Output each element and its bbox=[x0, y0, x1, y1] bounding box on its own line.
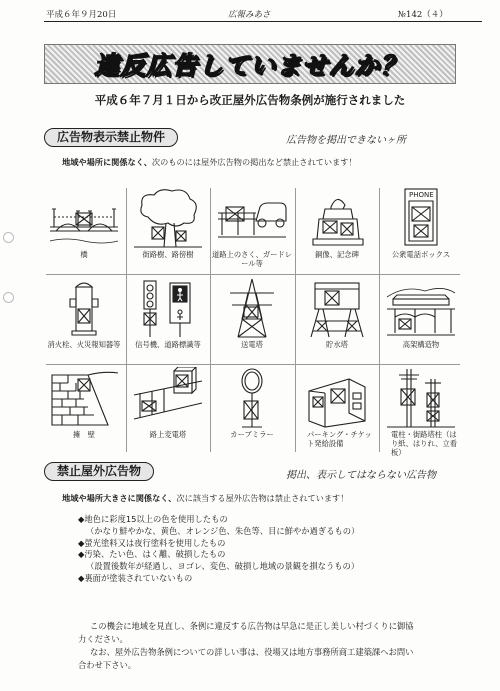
prohibited-item-elevated-structure bbox=[379, 274, 463, 364]
prohibited-item-transmission-tower bbox=[210, 274, 294, 364]
section1-title: 広告物表示禁止物件 bbox=[44, 128, 178, 147]
prohibited-item-water-tower bbox=[295, 274, 379, 364]
tree-icon bbox=[132, 187, 204, 249]
water-tower-icon bbox=[301, 277, 373, 339]
prohibited-item-label: 擁 壁 bbox=[73, 430, 95, 439]
section2-intro-rest: 次に該当する屋外広告物は禁止されています！ bbox=[176, 493, 349, 503]
header-rule bbox=[44, 21, 482, 22]
section1-intro bbox=[62, 157, 357, 168]
utility-pole-icon bbox=[385, 367, 457, 429]
elevated-structure-icon bbox=[385, 277, 457, 339]
prohibited-item-label: 高架構造物 bbox=[402, 340, 440, 349]
section2-title: 禁止屋外広告物 bbox=[44, 462, 154, 481]
closing-paragraph-1: この機会に地域を見直し、条例に違反する広告物は早急に是正し美しい村づくりに御協力ください。 bbox=[78, 621, 414, 644]
phone-booth-icon bbox=[385, 187, 457, 249]
list-item: （設置後数年が経過し、ヨゴレ、変色、破損し地域の景観を損なうもの） bbox=[86, 561, 360, 572]
prohibited-item-label: 貯水塔 bbox=[326, 340, 348, 349]
prohibited-item-label: 公衆電話ボックス bbox=[391, 250, 451, 259]
prohibited-item-label: 道路上のさく、ガードレール等 bbox=[211, 250, 293, 268]
prohibited-item-statue bbox=[295, 184, 379, 274]
prohibited-item-label: 街路樹、路傍樹 bbox=[142, 250, 194, 259]
prohibited-item-label: 消火栓、火災報知器等 bbox=[47, 340, 121, 349]
prohibited-item-label: 信号機、道路標識等 bbox=[135, 340, 201, 349]
svg-text:PHONE: PHONE bbox=[409, 191, 434, 199]
guardrail-icon bbox=[216, 187, 288, 249]
page-subtitle: 平成６年７月１日から改正屋外広告物条例が施行されました bbox=[94, 93, 406, 107]
prohibited-item-label: 橋 bbox=[80, 250, 88, 259]
closing-paragraph-2: なお、屋外広告物条例についての詳しい事は、役場又は地方事務所商工建築課へお問い合わせ下さい。 bbox=[78, 647, 414, 670]
prohibited-item-phone-booth bbox=[379, 184, 463, 274]
header-publication: 広報みあさ bbox=[228, 10, 271, 20]
prohibited-item-curve-mirror bbox=[210, 364, 294, 454]
prohibited-item-guardrail bbox=[210, 184, 294, 274]
section2-intro-bold: 地域や場所大きさに関係なく、 bbox=[62, 493, 177, 503]
prohibited-item-parking-ticket bbox=[295, 364, 379, 454]
list-item: ◆螢光塗料又は夜行塗料を使用したもの bbox=[78, 537, 226, 548]
prohibited-item-label: パーキング・チケット発給設備 bbox=[307, 430, 372, 448]
prohibited-ad-list bbox=[78, 514, 359, 585]
prohibited-item-label: 銅像、記念碑 bbox=[315, 250, 359, 259]
section2-note: 掲出、表示してはならない広告物 bbox=[286, 470, 436, 481]
bridge-icon bbox=[48, 187, 120, 249]
traffic-signal-icon bbox=[132, 277, 204, 339]
prohibited-item-bridge bbox=[42, 184, 126, 274]
hydrant-icon bbox=[48, 277, 120, 339]
section1-intro-bold: 地域や場所に関係なく、 bbox=[62, 157, 152, 167]
prohibited-item-retaining-wall bbox=[42, 364, 126, 454]
section1-note: 広告物を掲出できないヶ所 bbox=[286, 135, 406, 146]
prohibited-item-substation bbox=[126, 364, 210, 454]
punch-hole bbox=[3, 292, 14, 303]
substation-icon bbox=[132, 367, 204, 429]
prohibited-item-hydrant bbox=[42, 274, 126, 364]
list-item: （かなり鮮やかな、黄色、オレンジ色、朱色等、目に鮮やか過ぎるもの） bbox=[86, 525, 360, 536]
prohibited-item-label: 電柱・街路塔柱（はり紙、はりれ、立看板） bbox=[391, 430, 458, 457]
prohibited-objects-grid bbox=[42, 184, 464, 456]
banner-title: 違反広告していませんか？ bbox=[93, 51, 406, 80]
parking-ticket-machine-icon bbox=[301, 367, 373, 429]
prohibited-item-label: 送電塔 bbox=[241, 340, 263, 349]
list-item: ◆裏面が塗装されていないもの bbox=[78, 572, 193, 583]
transmission-tower-icon bbox=[216, 277, 288, 339]
punch-hole bbox=[3, 232, 14, 243]
prohibited-item-traffic-signal bbox=[126, 274, 210, 364]
prohibited-item-tree bbox=[126, 184, 210, 274]
list-item: ◆汚染、たい色、はく離、破損したもの bbox=[78, 549, 226, 560]
prohibited-item-utility-pole bbox=[379, 364, 463, 457]
title-banner bbox=[44, 44, 456, 84]
header-date: 平成６年９月20日 bbox=[46, 10, 117, 20]
statue-icon bbox=[301, 187, 373, 249]
prohibited-item-label: カーブミラー bbox=[230, 430, 274, 439]
section1-intro-rest: 次のものには屋外広告物の掲出など禁止されています！ bbox=[151, 157, 357, 167]
header-issue-number: №142（４） bbox=[398, 10, 448, 20]
section2-intro bbox=[62, 493, 348, 504]
prohibited-item-label: 路上変電塔 bbox=[149, 430, 187, 439]
curve-mirror-icon bbox=[216, 367, 288, 429]
closing-text bbox=[78, 620, 418, 672]
retaining-wall-icon bbox=[48, 367, 120, 429]
list-item: ◆地色に彩度15以上の色を使用したもの bbox=[78, 514, 228, 524]
